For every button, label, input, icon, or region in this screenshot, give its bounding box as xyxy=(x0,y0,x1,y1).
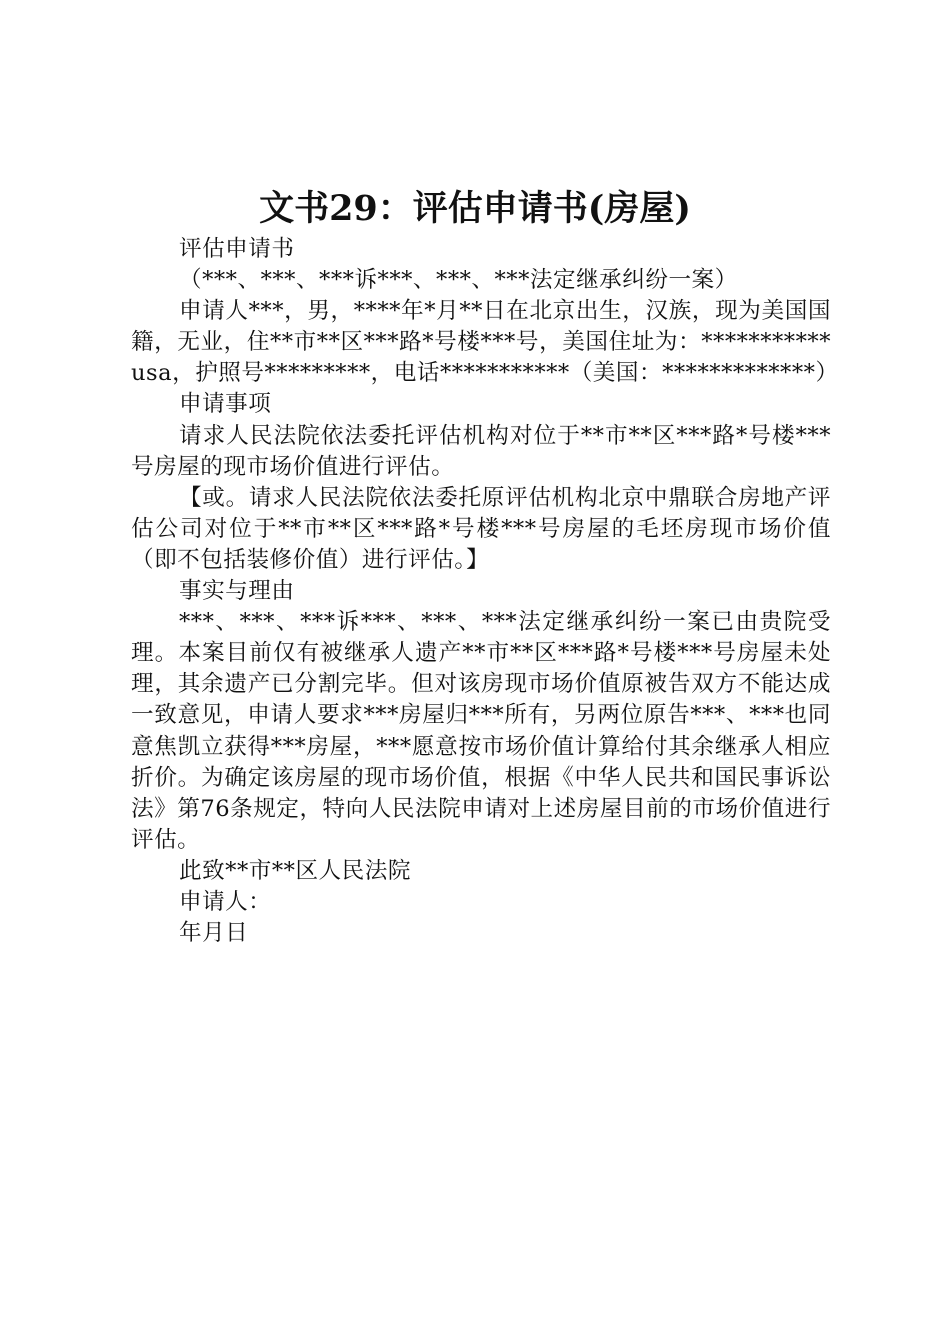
section-heading-request: 申请事项 xyxy=(179,391,272,418)
section-heading-facts: 事实与理由 xyxy=(179,578,295,605)
document-body xyxy=(131,234,839,949)
applicant-info-paragraph: 申请人***，男，****年*月**日在北京出生，汉族，现为美国国籍，无业，住**市**区***路*号楼***号，美国住址为：***********usa，护照号*********，电话***********（美国：*************） xyxy=(131,298,839,387)
request-paragraph: 请求人民法院依法委托评估机构对位于**市**区***路*号楼***号房屋的现市场价值进行评估。 xyxy=(131,422,831,480)
facts-paragraph: ***、***、***诉***、***、***法定继承纠纷一案已由贵院受理。本案目前仅有被继承人遗产**市**区***路*号楼***号房屋未处理，其余遗产已分割完毕。但对该房现市场价值原被告双方不能达成一致意见，申请人要求***房屋归***所有，另两位原告***、***也同意焦凯立获得***房屋，***愿意按市场价值计算给付其余继承人相应折价。为确定该房屋的现市场价值，根据《中华人民共和国民事诉讼法》第76条规定，特向人民法院申请对上述房屋目前的市场价值进行评估。 xyxy=(131,609,831,853)
document-title: 文书29：评估申请书(房屋) xyxy=(259,188,691,229)
alternative-request-paragraph: 【或。请求人民法院依法委托原评估机构北京中鼎联合房地产评估公司对位于**市**区***路*号楼***号房屋的毛坯房现市场价值（即不包括装修价值）进行评估。】 xyxy=(131,484,831,573)
case-caption: （***、***、***诉***、***、***法定继承纠纷一案） xyxy=(179,267,738,294)
signature-line: 申请人： xyxy=(179,888,272,915)
date-line: 年月日 xyxy=(179,920,249,947)
addressee-line: 此致**市**区人民法院 xyxy=(179,857,411,884)
doc-heading: 评估申请书 xyxy=(179,236,295,262)
